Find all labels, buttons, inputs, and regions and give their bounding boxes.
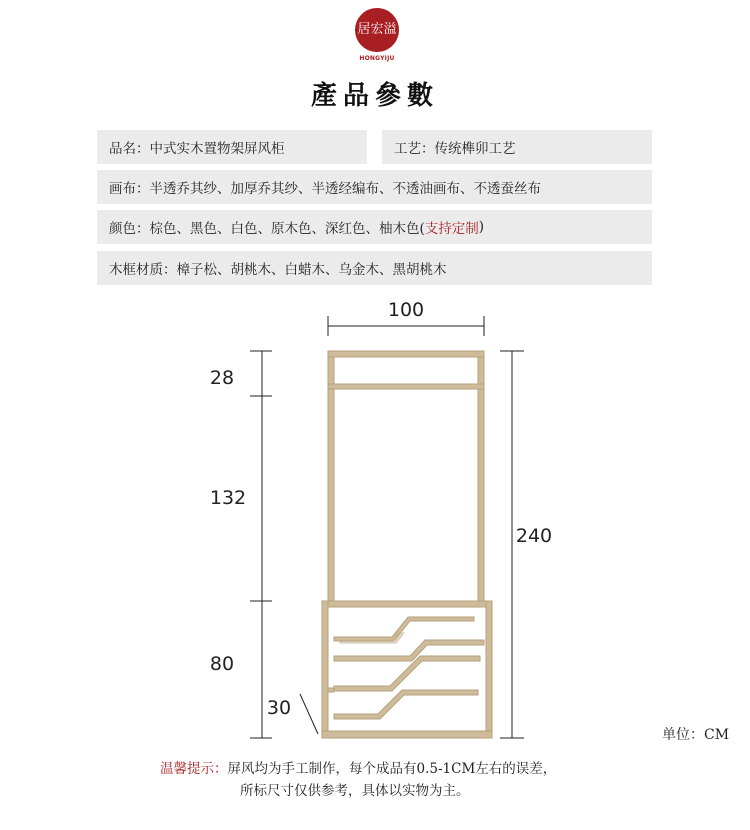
notes [160,758,556,802]
middle-section-label: 132 [209,487,247,509]
notes-text-1: 屏风均为手工制作，每个成品有0.5-1CM左右的误差， [227,761,557,777]
top-section-label: 28 [209,367,235,389]
colors-text: 颜色：棕色、黑色、白色、原木色、深红色、柚木色( [109,221,425,237]
page-title: 產品參數 [310,81,439,111]
notes-label: 温馨提示： [160,761,228,777]
bottom-section-label: 80 [209,653,235,675]
notes-line-1 [160,758,556,780]
total-height-label: 240 [515,525,553,547]
unit-label: 单位：CM [662,727,730,743]
colors-suffix: ) [478,219,485,235]
notes-line-2: 所标尺寸仅供参考，具体以实物为主。 [240,783,470,799]
logo-seal: 居宏溢 [355,8,399,52]
spec-row-wood: 木框材质：樟子松、胡桃木、白蜡木、乌金木、黑胡桃木 [97,251,652,285]
cabinet [322,601,492,738]
screen-frame [328,351,484,602]
spec-row-craft: 工艺：传统榫卯工艺 [382,130,652,164]
depth-dim-line [300,694,318,734]
spec-row-name: 品名：中式实木置物架屏风柜 [97,130,367,164]
logo-brand-text: HONGYIJU [359,55,395,62]
spec-row-fabric: 画布：半透乔其纱、加厚乔其纱、半透经编布、不透油画布、不透蚕丝布 [97,170,652,204]
colors-custom-note: 支持定制 [424,221,479,237]
depth-label: 30 [266,697,292,719]
width-dim-label: 100 [387,299,425,321]
